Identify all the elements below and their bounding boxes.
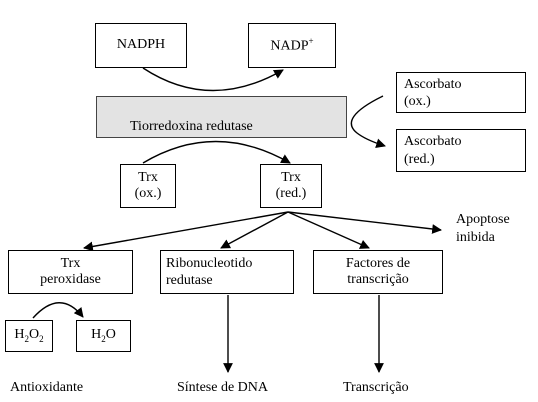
nadph-box: [95, 23, 187, 68]
apoptose-label-2: inibida: [456, 230, 495, 245]
nadph-label: NADPH: [116, 37, 166, 53]
arrow-h2o2-to-h2o: [33, 303, 83, 318]
arrow-trx-to-peroxidase: [84, 212, 288, 248]
arrow-nadph-to-nadp: [143, 68, 283, 91]
ascorbato-ox-label-2: (ox.): [404, 94, 431, 109]
ascorbato-red-box: [396, 129, 526, 172]
ribonucleotido-label-2: redutase: [166, 273, 213, 288]
ascorbato-ox-box: [396, 72, 526, 113]
arrow-trx-ox-to-red: [143, 142, 290, 164]
ascorbato-ox-label-1: Ascorbato: [404, 77, 462, 92]
factores-transcricao-box: [313, 250, 443, 294]
trx-peroxidase-box: [8, 250, 133, 294]
tiorredoxina-redutase-box: [96, 96, 347, 138]
ribonucleotido-label-1: Ribonucleotido: [166, 256, 253, 271]
trx-ox-box: [120, 164, 176, 208]
ribonucleotido-redutase-box: [160, 250, 294, 294]
trx-red-box: [260, 164, 322, 208]
ascorbato-red-label-1: Ascorbato: [404, 134, 462, 149]
arrow-ascorbato-ox-to-red: [351, 96, 385, 146]
nadp-plus-label: NADP+: [270, 36, 314, 54]
apoptose-label-1: Apoptose: [456, 212, 510, 227]
factores-label-2: transcrição: [347, 272, 409, 287]
h2o-label: $H_2O$: [91, 327, 116, 345]
arrow-trx-to-apoptose: [288, 212, 441, 230]
transcricao-label: Transcrição: [343, 380, 409, 395]
trx-peroxidase-label-1: Trx: [60, 255, 81, 271]
h2o2-box: [5, 320, 53, 352]
h2o2-label: $H_2O_2$: [14, 327, 44, 345]
factores-label-1: Factores de: [345, 255, 411, 271]
trx-peroxidase-label-2: peroxidase: [40, 272, 101, 287]
antioxidante-label: Antioxidante: [10, 380, 84, 395]
sintese-dna-label: Síntese de DNA: [177, 380, 268, 395]
trx-ox-label-2: (ox.): [134, 186, 162, 201]
trx-ox-label-1: Trx: [138, 169, 158, 185]
tiorredoxina-redutase-label: Tiorredoxina redutase: [130, 119, 253, 134]
h2o-box: [76, 320, 131, 352]
nadp-plus-box: [248, 23, 336, 68]
trx-red-label-1: Trx: [281, 169, 301, 185]
ascorbato-red-label-2: (red.): [404, 152, 435, 167]
trx-red-label-2: (red.): [275, 186, 307, 201]
